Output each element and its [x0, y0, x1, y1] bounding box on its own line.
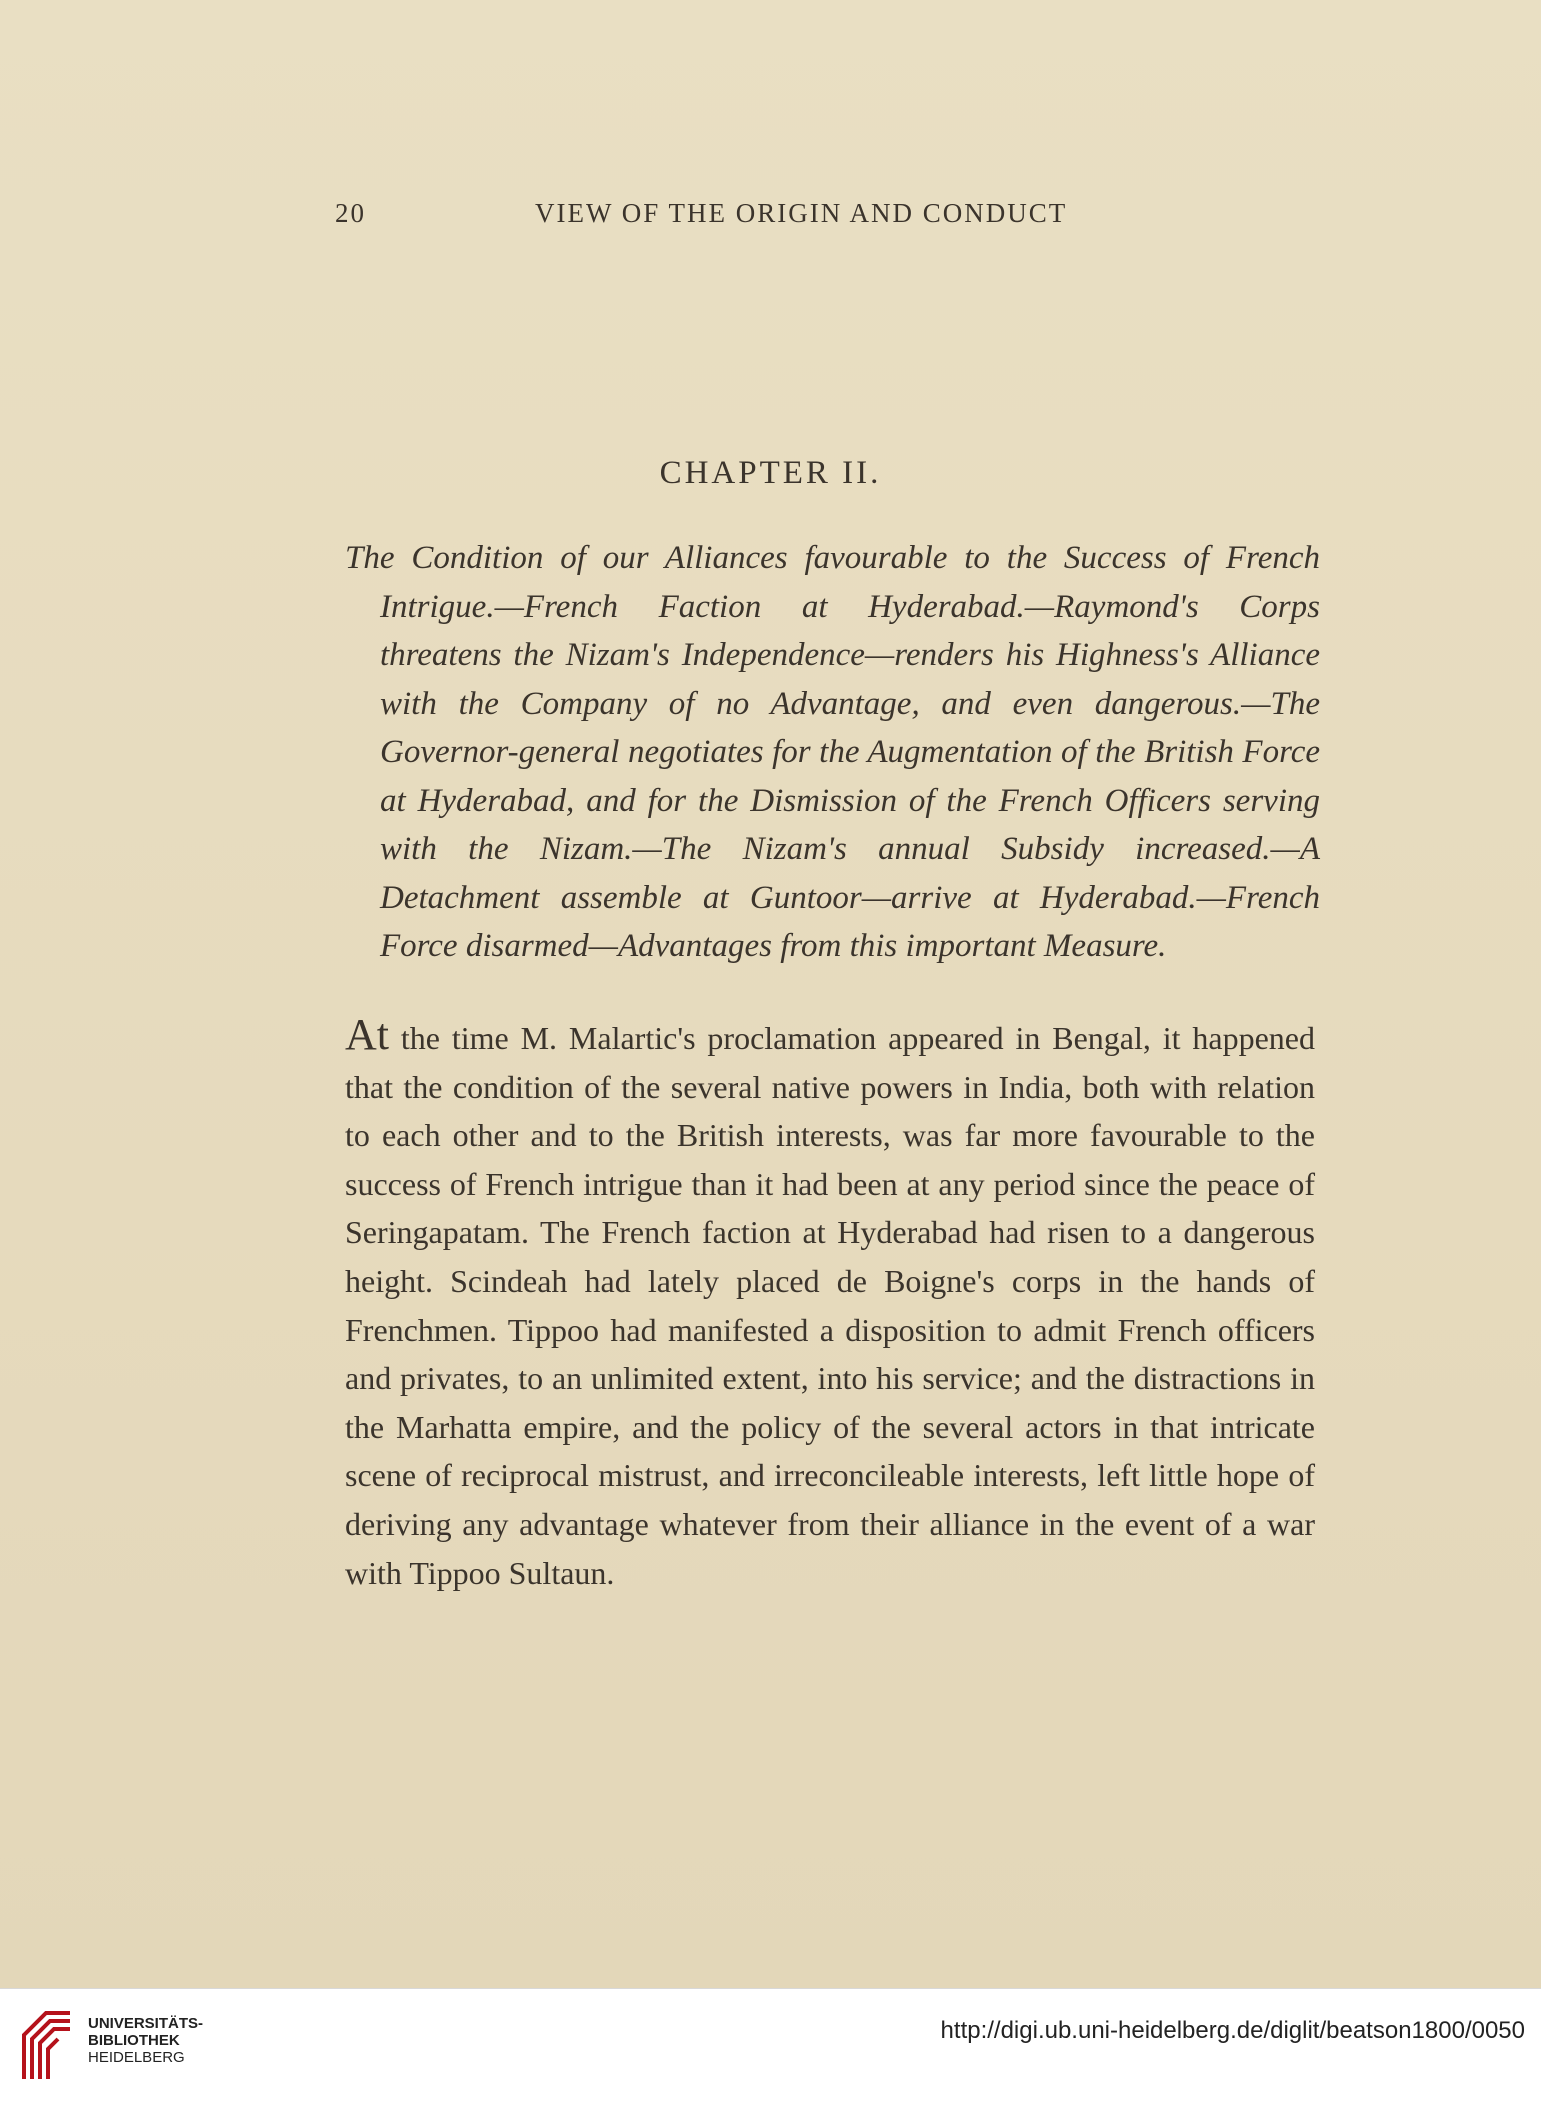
library-name-line3: HEIDELBERG: [88, 2049, 185, 2066]
drop-word: At: [345, 1010, 389, 1059]
running-title: VIEW OF THE ORIGIN AND CONDUCT: [535, 198, 1068, 228]
footer-bar: [0, 1988, 1541, 2101]
chapter-synopsis: The Condition of our Alliances favourable to the Success of French Intrigue.—French Faction at Hyderabad.—Raymond's Corps threatens the Nizam's Independence—renders his Highness's Alliance with the Company of no Advantage, and even dangerous.—The Governor-general negotiates for the Augmentation of the British Force at Hyderabad, and for the Dismission of the French Officers serving with the Nizam.—The Nizam's annual Subsidy increased.—A Detachment assemble at Guntoor—arrive at Hyderabad.—French Force disarmed—Advantages from this important Measure.: [345, 540, 1320, 964]
heidelberg-library-logo-icon: [16, 2005, 78, 2085]
body-paragraph: [345, 1010, 1315, 1597]
paragraph-text: the time M. Malartic's proclamation appeared in Bengal, it happened that the condition of the several native powers in India, both with relation to each other and to the British interests, was far more favourable to the success of French intrigue than it had been at any period since the peace of Seringapatam. The French faction at Hyderabad had risen to a dangerous height. Scindeah had lately placed de Boigne's corps in the hands of Frenchmen. Tippoo had manifested a disposition to admit French officers and privates, to an unlimited extent, into his service; and the distractions in the Marhatta empire, and the policy of the several actors in that intricate scene of reciprocal mistrust, and irreconcileable interests, left little hope of deriving any advantage whatever from their alliance in the event of a war with Tippoo Sultaun.: [345, 1020, 1315, 1591]
library-name-line1: UNIVERSITÄTS-: [88, 2015, 204, 2032]
page-number: 20: [335, 198, 366, 228]
library-name: [88, 2015, 203, 2066]
permalink-url[interactable]: http://digi.ub.uni-heidelberg.de/diglit/beatson1800/0050: [940, 2017, 1525, 2044]
chapter-title: CHAPTER II.: [659, 455, 882, 491]
library-name-line2: BIBLIOTHEK: [88, 2032, 180, 2049]
running-head: [335, 198, 1335, 238]
